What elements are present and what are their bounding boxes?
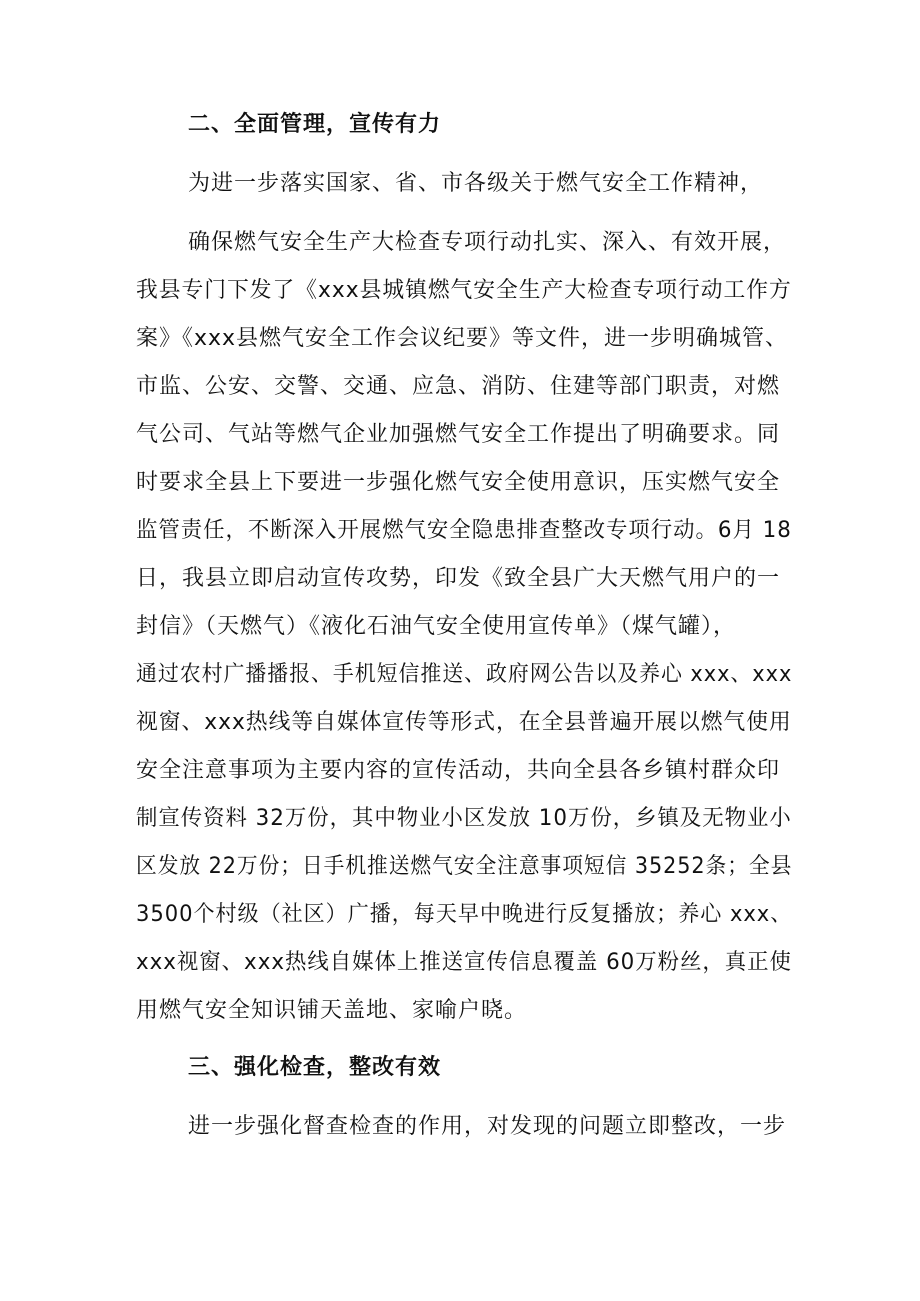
paragraph-2-line: 我县专门下发了《xxx县城镇燃气安全生产大检查专项行动工作方 xyxy=(136,278,792,303)
paragraph-2-line: 安全注意事项为主要内容的宣传活动，共向全县各乡镇村群众印 xyxy=(136,758,781,783)
paragraph-2-line: 区发放 22万份；日手机推送燃气安全注意事项短信 35252条；全县 xyxy=(136,854,793,879)
paragraph-1-line: 为进一步落实国家、省、市各级关于燃气安全工作精神， xyxy=(188,171,764,196)
paragraph-2-line: 日，我县立即启动宣传攻势，印发《致全县广大天燃气用户的一 xyxy=(136,566,781,591)
paragraph-3-line: 进一步强化督查检查的作用，对发现的问题立即整改，一步 xyxy=(188,1114,787,1139)
paragraph-2-line: 3500个村级（社区）广播，每天早中晚进行反复播放；养心 xxx、 xyxy=(136,902,793,927)
paragraph-2-line: 制宣传资料 32万份，其中物业小区发放 10万份，乡镇及无物业小 xyxy=(136,806,792,831)
paragraph-2-line: 案》《xxx县燃气安全工作会议纪要》等文件，进一步明确城管、 xyxy=(136,326,789,351)
paragraph-2-line: 视窗、xxx热线等自媒体宣传等形式，在全县普遍开展以燃气使用 xyxy=(136,710,792,735)
paragraph-2-line: 通过农村广播播报、手机短信推送、政府网公告以及养心 xxx、xxx xyxy=(136,662,793,687)
paragraph-2-line: 监管责任，不断深入开展燃气安全隐患排查整改专项行动。6月 18 xyxy=(136,518,792,543)
paragraph-2-line: xxx视窗、xxx热线自媒体上推送宣传信息覆盖 60万粉丝，真正使 xyxy=(136,950,792,975)
paragraph-2-line: 气公司、气站等燃气企业加强燃气安全工作提出了明确要求。同 xyxy=(136,422,781,447)
paragraph-2-line: 时要求全县上下要进一步强化燃气安全使用意识，压实燃气安全 xyxy=(136,470,781,495)
section-heading-2: 二、全面管理，宣传有力 xyxy=(188,112,442,137)
paragraph-2-line: 确保燃气安全生产大检查专项行动扎实、深入、有效开展， xyxy=(188,230,787,255)
paragraph-2-line: 封信》（天燃气）《液化石油气安全使用宣传单》（煤气罐）， xyxy=(136,614,737,639)
paragraph-2-line: 用燃气安全知识铺天盖地、家喻户晓。 xyxy=(136,998,528,1023)
section-heading-3: 三、强化检查，整改有效 xyxy=(188,1055,442,1080)
paragraph-2-line: 市监、公安、交警、交通、应急、消防、住建等部门职责，对燃 xyxy=(136,374,781,399)
